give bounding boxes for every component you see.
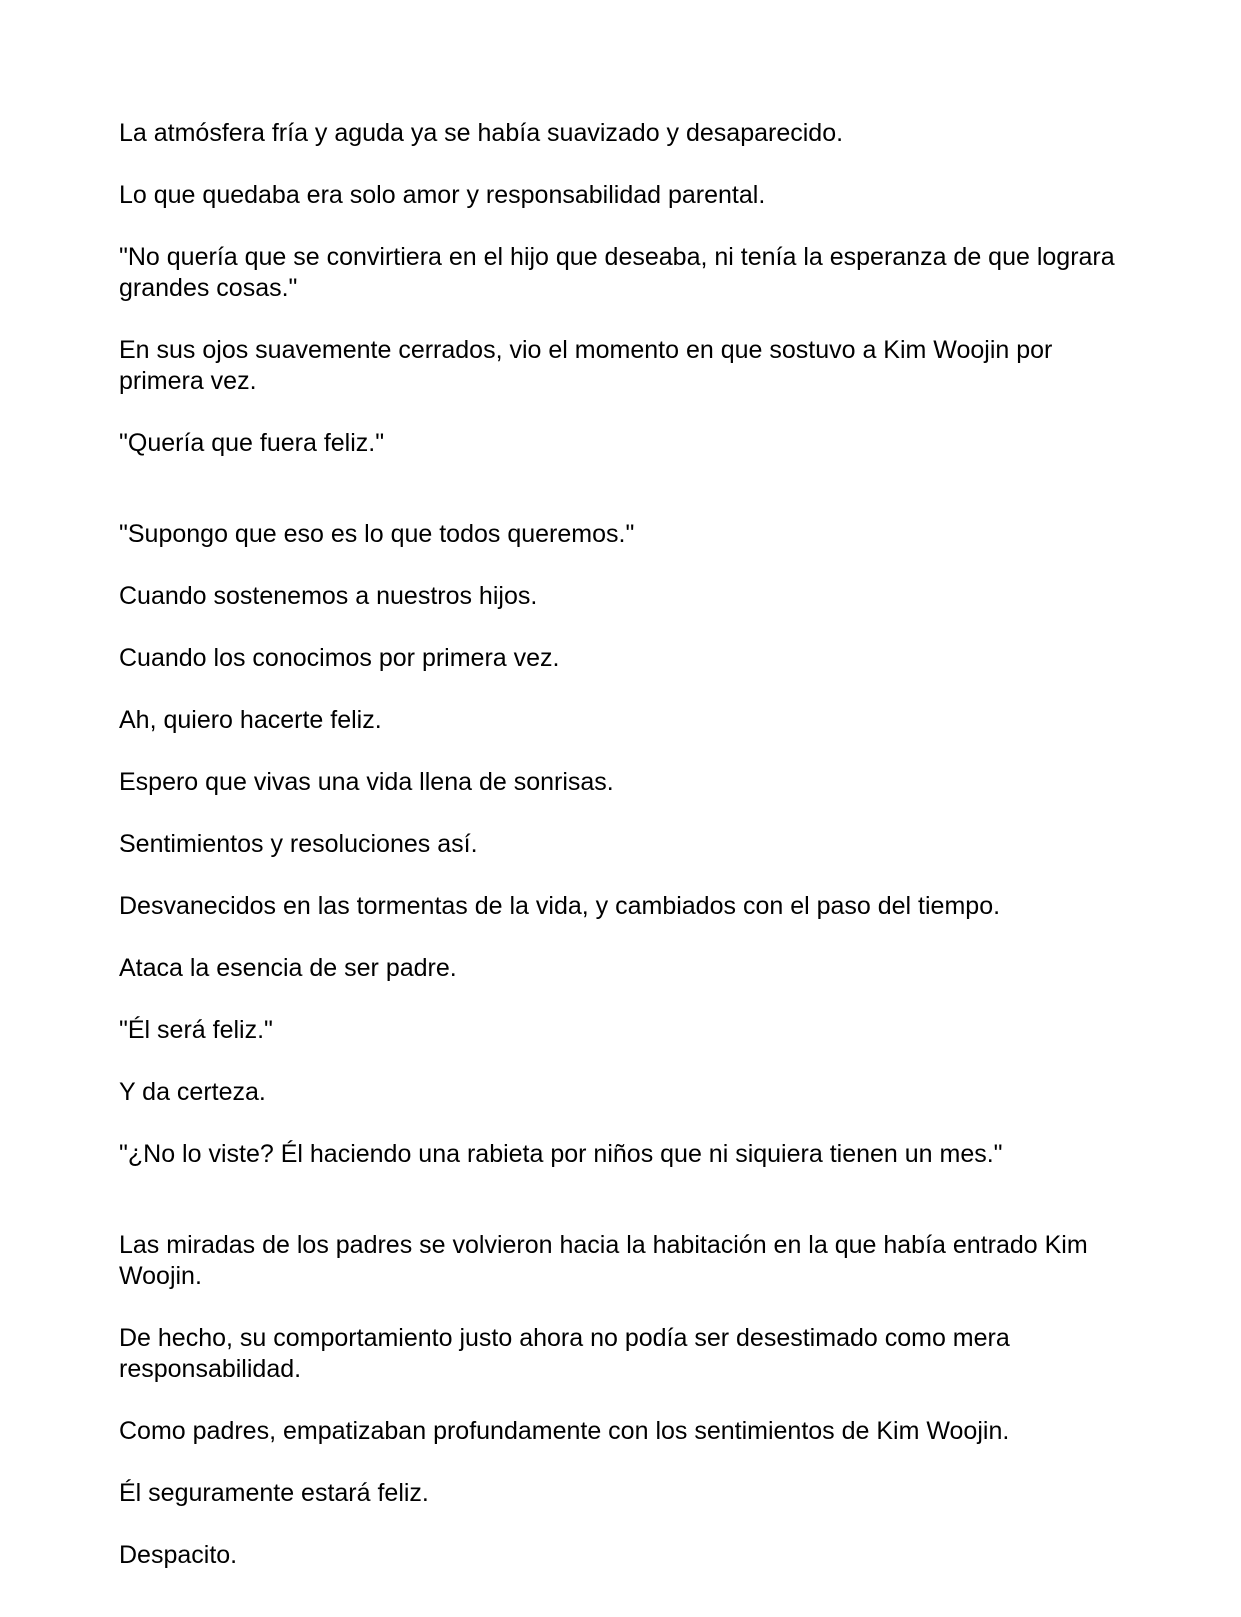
paragraph-5: "Quería que fuera feliz." bbox=[119, 429, 385, 457]
paragraph-6: "Supongo que eso es lo que todos queremos." bbox=[119, 520, 635, 548]
paragraph-2: Lo que quedaba era solo amor y responsabilidad parental. bbox=[119, 181, 766, 209]
paragraph-21: Despacito. bbox=[119, 1541, 238, 1569]
paragraph-4: En sus ojos suavemente cerrados, vio el momento en que sostuvo a Kim Woojin por primera vez. bbox=[119, 336, 1053, 395]
paragraph-7: Cuando sostenemos a nuestros hijos. bbox=[119, 582, 538, 610]
paragraph-13: Ataca la esencia de ser padre. bbox=[119, 954, 457, 982]
paragraph-1: La atmósfera fría y aguda ya se había suavizado y desaparecido. bbox=[119, 119, 844, 147]
document-body bbox=[119, 118, 1129, 1602]
paragraph-12: Desvanecidos en las tormentas de la vida, y cambiados con el paso del tiempo. bbox=[119, 892, 1001, 920]
paragraph-10: Espero que vivas una vida llena de sonrisas. bbox=[119, 768, 614, 796]
paragraph-20: Él seguramente estará feliz. bbox=[119, 1479, 429, 1507]
paragraph-15: Y da certeza. bbox=[119, 1078, 266, 1106]
paragraph-14: "Él será feliz." bbox=[119, 1016, 273, 1044]
paragraph-18: De hecho, su comportamiento justo ahora no podía ser desestimado como mera responsabilidad. bbox=[119, 1324, 1010, 1383]
paragraph-17: Las miradas de los padres se volvieron hacia la habitación en la que había entrado Kim Woojin. bbox=[119, 1231, 1088, 1290]
paragraph-9: Ah, quiero hacerte feliz. bbox=[119, 706, 382, 734]
paragraph-11: Sentimientos y resoluciones así. bbox=[119, 830, 478, 858]
paragraph-19: Como padres, empatizaban profundamente con los sentimientos de Kim Woojin. bbox=[119, 1417, 1010, 1445]
paragraph-3: "No quería que se convirtiera en el hijo que deseaba, ni tenía la esperanza de que lograra grandes cosas." bbox=[119, 243, 1115, 302]
paragraph-8: Cuando los conocimos por primera vez. bbox=[119, 644, 560, 672]
paragraph-16: "¿No lo viste? Él haciendo una rabieta por niños que ni siquiera tienen un mes." bbox=[119, 1140, 1003, 1168]
